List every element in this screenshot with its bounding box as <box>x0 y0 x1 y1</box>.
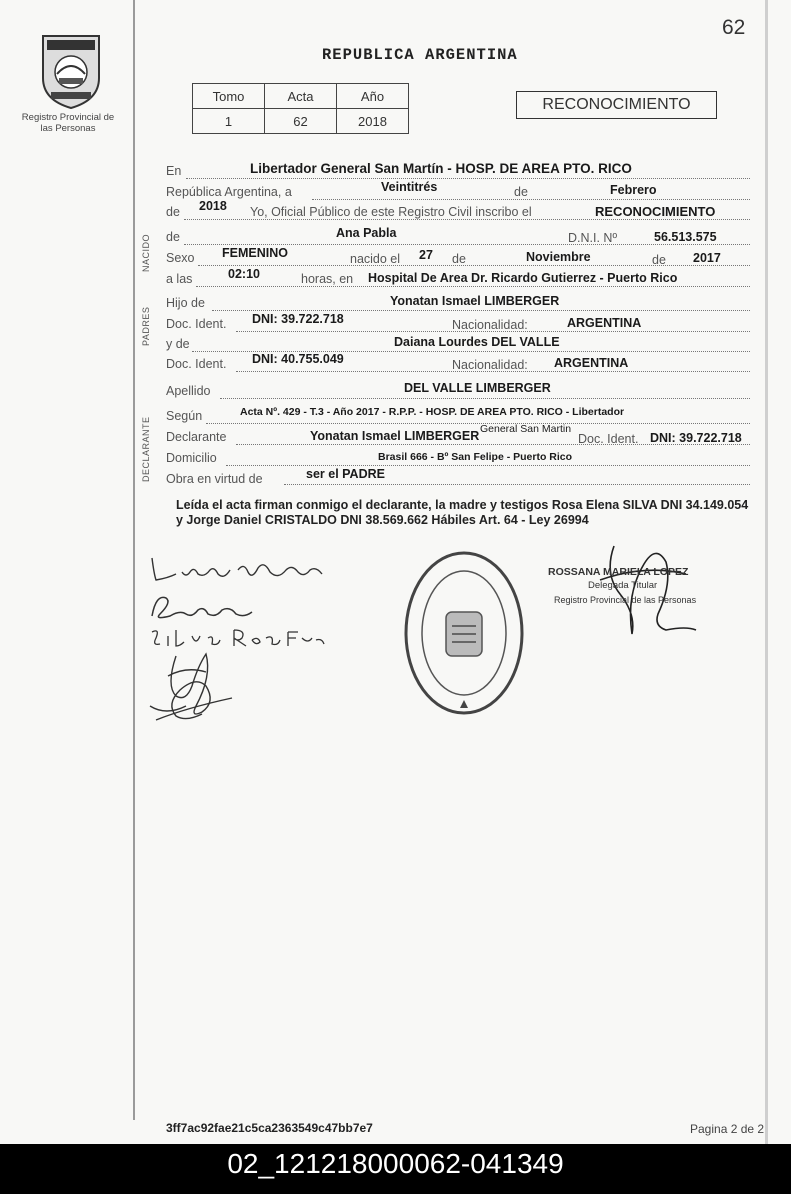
address-value: Brasil 666 - Bº San Felipe - Puerto Rico <box>378 451 573 463</box>
birth-month-value: Noviembre <box>526 250 591 264</box>
birth-place-value: Hospital De Area Dr. Ricardo Gutierrez - Puerto Rico <box>368 271 678 285</box>
registry-logo-icon <box>35 30 107 110</box>
document-hash: 3ff7ac92fae21c5ca2363549c47bb7e7 <box>166 1121 373 1135</box>
year-value: 2018 <box>199 199 227 213</box>
acta-header: Acta <box>265 84 337 109</box>
mother-doc-value: DNI: 40.755.049 <box>252 352 344 366</box>
dotted-line <box>198 265 750 266</box>
location-value: Libertador General San Martín - HOSP. DE AREA PTO. RICO <box>250 161 632 176</box>
dotted-line <box>184 244 750 245</box>
reference-table <box>192 83 409 134</box>
mother-value: Daiana Lourdes DEL VALLE <box>394 335 560 349</box>
pagination: Pagina 2 de 2 <box>690 1122 765 1136</box>
birth-time-value: 02:10 <box>228 267 260 281</box>
according-cont-value: General San Martin <box>480 423 572 435</box>
day-value: Veintitrés <box>381 180 438 194</box>
year-header: Año <box>337 84 409 109</box>
doc-ident-label: Doc. Ident. <box>166 357 227 371</box>
republica-label: República Argentina, a <box>166 185 292 199</box>
birth-year-value: 2017 <box>693 251 721 265</box>
mother-signature <box>146 590 261 624</box>
doc-ident-label: Doc. Ident. <box>578 432 639 446</box>
file-id: 02_121218000062-041349 <box>227 1148 564 1179</box>
dotted-line <box>312 199 750 200</box>
dni-value: 56.513.575 <box>654 230 717 244</box>
sex-value: FEMENINO <box>222 246 288 260</box>
surname-value: DEL VALLE LIMBERGER <box>404 381 551 395</box>
acta-value: 62 <box>265 109 337 134</box>
nacionalidad-label: Nacionalidad: <box>452 358 528 372</box>
official-stamp <box>548 565 696 607</box>
dotted-line <box>206 423 750 424</box>
father-signature <box>148 552 328 588</box>
dotted-line <box>220 398 750 399</box>
domicilio-label: Domicilio <box>166 451 217 465</box>
according-value: Acta Nº. 429 - T.3 - Año 2017 - R.P.P. - HOSP. DE AREA PTO. RICO - Libertador <box>240 406 625 418</box>
father-value: Yonatan Ismael LIMBERGER <box>390 294 560 308</box>
nacido-side-label: NACIDO <box>141 233 151 272</box>
closing-statement: Leída el acta firman conmigo el declarante, la madre y testigos Rosa Elena SILVA DNI 34.149.054 y Jorge Daniel CRISTALDO DNI 38.569.662 Hábiles Art. 64 - Ley 26994 <box>176 498 749 527</box>
tomo-header: Tomo <box>193 84 265 109</box>
father-nat-value: ARGENTINA <box>567 316 642 330</box>
padres-side-label: PADRES <box>141 306 151 346</box>
name-value: Ana Pabla <box>336 226 397 240</box>
hijo-de-label: Hijo de <box>166 296 205 310</box>
country-heading: REPUBLICA ARGENTINA <box>322 46 518 64</box>
y-de-label: y de <box>166 337 190 351</box>
dotted-line <box>226 465 750 466</box>
declarant-doc-value: DNI: 39.722.718 <box>650 431 742 445</box>
page-edge <box>765 0 768 1144</box>
tomo-value: 1 <box>193 109 265 134</box>
apellido-label: Apellido <box>166 384 211 398</box>
official-office: Registro Provincial de las Personas <box>554 595 697 605</box>
month-value: Febrero <box>610 183 657 197</box>
yo-label: Yo, Oficial Público de este Registro Civil inscribo el <box>250 205 532 219</box>
scribble-signature <box>146 646 236 728</box>
page-number: 62 <box>722 16 746 39</box>
official-seal <box>402 548 527 718</box>
dotted-line <box>284 484 750 485</box>
nacionalidad-label: Nacionalidad: <box>452 318 528 332</box>
dotted-line <box>186 178 750 179</box>
de-label: de <box>652 253 666 267</box>
year-value: 2018 <box>337 109 409 134</box>
nacido-el-label: nacido el <box>350 252 401 266</box>
en-label: En <box>166 164 182 178</box>
dni-label: D.N.I. Nº <box>568 231 618 245</box>
registry-name: Registro Provincial de las Personas <box>21 112 115 134</box>
official-name: ROSSANA MARIELA LOPEZ <box>548 566 689 578</box>
margin-line <box>133 0 135 1120</box>
sexo-label: Sexo <box>166 251 195 265</box>
dotted-line <box>184 219 750 220</box>
a-las-label: a las <box>166 272 193 286</box>
declarant-value: Yonatan Ismael LIMBERGER <box>310 429 480 443</box>
official-role: Delegada Titular <box>588 580 658 591</box>
de-label: de <box>514 185 528 199</box>
birth-day-value: 27 <box>419 248 433 262</box>
declarante-side-label: DECLARANTE <box>141 416 151 482</box>
father-doc-value: DNI: 39.722.718 <box>252 312 344 326</box>
segun-label: Según <box>166 409 203 423</box>
doc-ident-label: Doc. Ident. <box>166 317 227 331</box>
dotted-line <box>212 310 750 311</box>
acting-as-value: ser el PADRE <box>306 467 385 481</box>
dotted-line <box>196 286 750 287</box>
mother-nat-value: ARGENTINA <box>554 356 629 370</box>
act-value: RECONOCIMIENTO <box>595 204 716 219</box>
act-type-box: RECONOCIMIENTO <box>516 91 717 119</box>
obra-label: Obra en virtud de <box>166 472 263 486</box>
de-label: de <box>452 252 466 266</box>
de-label: de <box>166 205 180 219</box>
declarante-label: Declarante <box>166 430 227 444</box>
de-label: de <box>166 230 180 244</box>
horas-en-label: horas, en <box>301 272 354 286</box>
